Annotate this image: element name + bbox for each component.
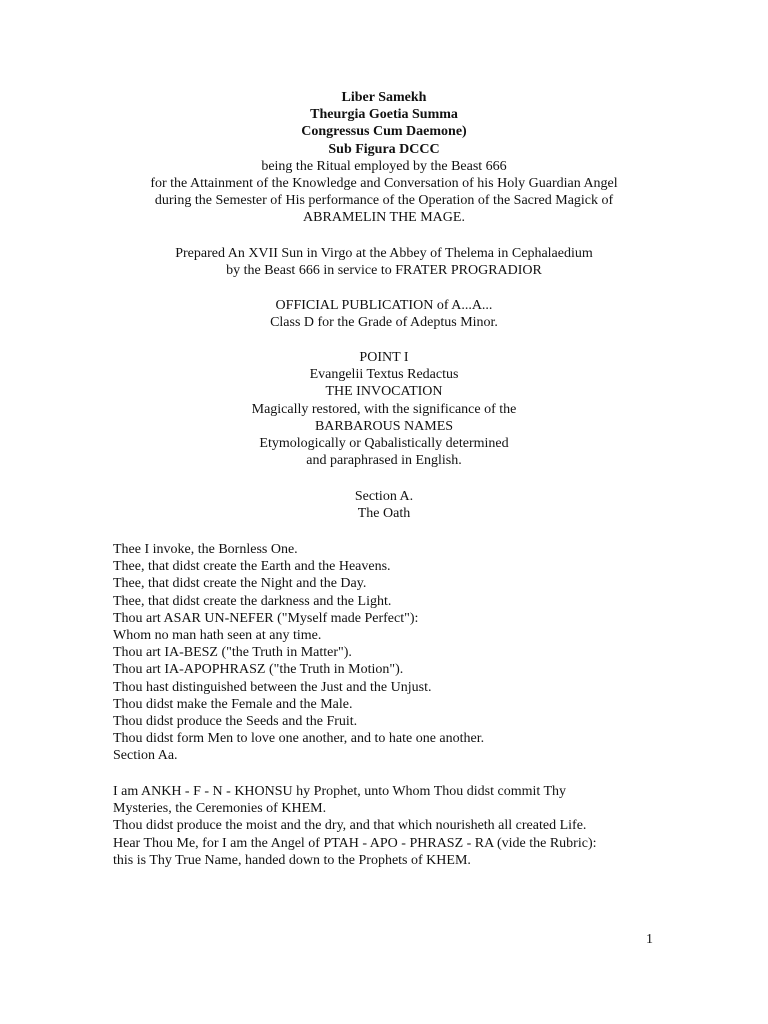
oath-line: Thou art ASAR UN-NEFER ("Myself made Perfect"):	[113, 610, 419, 626]
description-line: being the Ritual employed by the Beast 666	[261, 158, 507, 174]
paragraph-line: Hear Thou Me, for I am the Angel of PTAH - APO - PHRASZ - RA (vide the Rubric):	[113, 835, 597, 851]
oath-line: Thou didst produce the Seeds and the Fruit.	[113, 714, 358, 730]
prepared-line: Prepared An XVII Sun in Virgo at the Abbey of Thelema in Cephalaedium	[175, 246, 593, 261]
description-line: for the Attainment of the Knowledge and Conversation of his Holy Guardian Angel	[150, 176, 618, 192]
point-block	[0, 349, 768, 469]
section-heading: Section A.	[354, 489, 414, 504]
oath-line: Whom no man hath seen at any time.	[113, 628, 322, 644]
section-aa-text	[113, 783, 653, 869]
oath-line: Thee I invoke, the Bornless One.	[113, 542, 298, 557]
point-line: and paraphrased in English.	[306, 453, 462, 469]
prepared-block	[0, 245, 768, 279]
point-line: Etymologically or Qabalistically determined	[259, 436, 509, 452]
paragraph-line: Thou didst produce the moist and the dry, and that which nourisheth all created Life.	[113, 818, 587, 834]
subtitle-line: Congressus Cum Daemone)	[301, 124, 467, 140]
description-line: ABRAMELIN THE MAGE.	[303, 210, 465, 226]
subtitle-line: Theurgia Goetia Summa	[310, 107, 458, 123]
oath-line: Thee, that didst create the darkness and the Light.	[113, 593, 392, 609]
point-line: Evangelii Textus Redactus	[309, 367, 459, 383]
point-line: THE INVOCATION	[325, 384, 443, 400]
oath-line: Thee, that didst create the Night and the Day.	[113, 576, 367, 592]
oath-line: Thou didst make the Female and the Male.	[113, 696, 353, 712]
section-heading-block	[0, 488, 768, 522]
subtitle-line: Sub Figura DCCC	[328, 141, 440, 157]
title-line: Liber Samekh	[341, 90, 427, 105]
oath-line: Thou hast distinguished between the Just and the Unjust.	[113, 679, 432, 695]
title-block	[0, 89, 768, 227]
paragraph-line: Mysteries, the Ceremonies of KHEM.	[113, 801, 327, 817]
oath-line: Thou didst form Men to love one another, and to hate one another.	[113, 731, 485, 747]
publication-line: OFFICIAL PUBLICATION of A...A...	[275, 298, 493, 313]
oath-line: Thou art IA-APOPHRASZ ("the Truth in Motion").	[113, 662, 404, 678]
point-line: Magically restored, with the significance of the	[251, 401, 517, 417]
oath-text	[113, 541, 653, 765]
point-heading: POINT I	[359, 350, 409, 365]
section-subheading: The Oath	[357, 506, 411, 522]
description-line: during the Semester of His performance of the Operation of the Sacred Magick of	[154, 193, 614, 209]
publication-block	[0, 297, 768, 331]
point-line: BARBAROUS NAMES	[314, 418, 454, 434]
oath-line: Thee, that didst create the Earth and the Heavens.	[113, 559, 391, 575]
section-aa-heading: Section Aa.	[113, 748, 178, 764]
page-number: 1	[646, 932, 653, 947]
oath-line: Thou art IA-BESZ ("the Truth in Matter").	[113, 645, 352, 661]
prepared-line: by the Beast 666 in service to FRATER PROGRADIOR	[226, 263, 542, 279]
publication-line: Class D for the Grade of Adeptus Minor.	[270, 315, 498, 331]
paragraph-line: I am ANKH - F - N - KHONSU hy Prophet, unto Whom Thou didst commit Thy	[113, 784, 567, 799]
paragraph-line: this is Thy True Name, handed down to the Prophets of KHEM.	[113, 852, 471, 868]
